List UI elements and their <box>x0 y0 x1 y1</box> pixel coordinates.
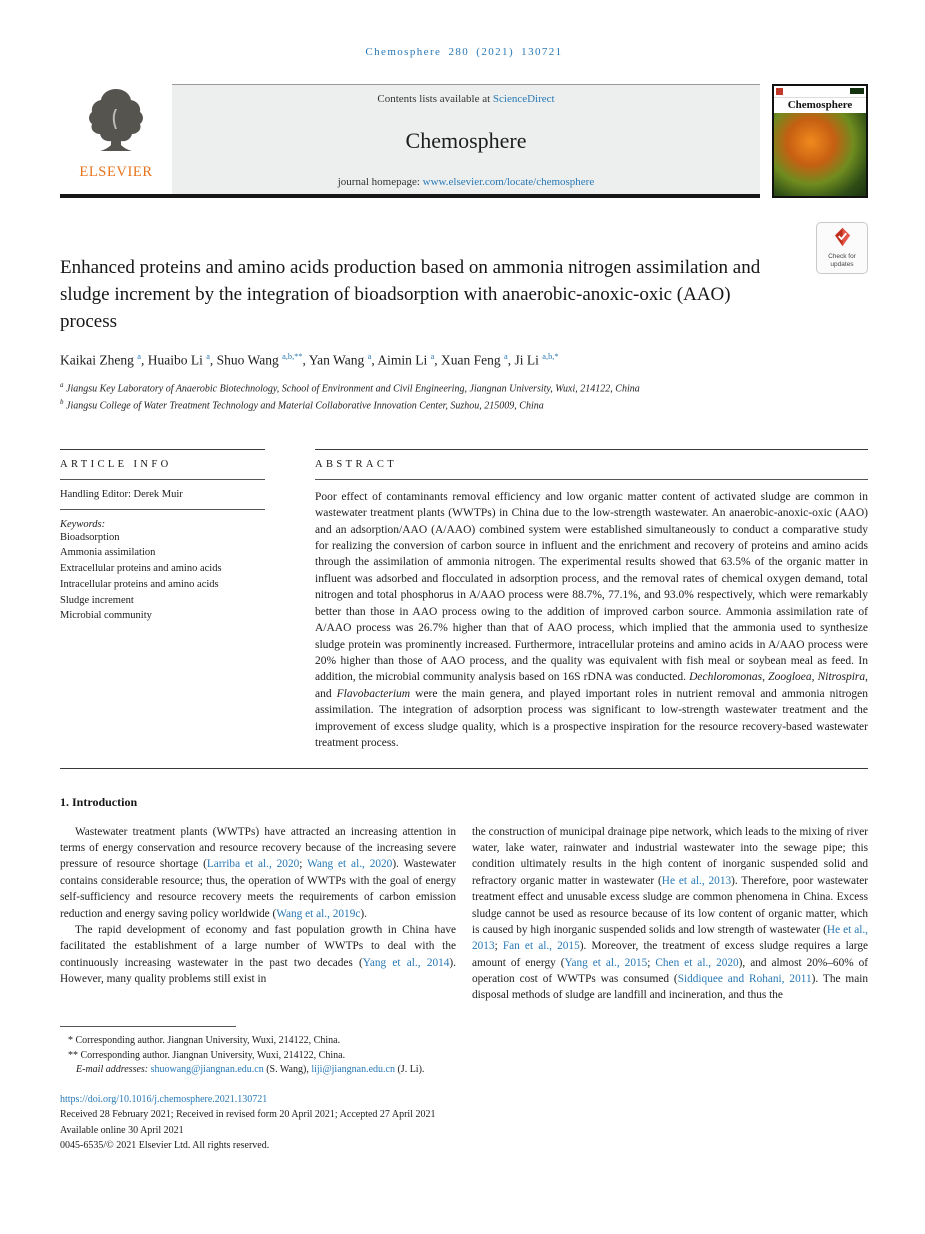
cover-title: Chemosphere <box>787 99 853 111</box>
abstract-text <box>315 489 868 752</box>
text-segment: , Shuo Wang <box>209 352 283 368</box>
keyword-item: Intracellular proteins and amino acids <box>60 578 219 590</box>
text-segment: Jiangsu College of Water Treatment Technology and Material Collaborative Innovation Center, Suzhou, 215009, China <box>63 400 544 412</box>
text-segment: , Yan Wang <box>302 352 368 368</box>
doi-link[interactable]: https://doi.org/10.1016/j.chemosphere.2021.130721 <box>60 1093 268 1105</box>
citation-link[interactable]: Siddiquee and Rohani, 2011 <box>677 973 812 985</box>
text-segment: a <box>504 352 508 362</box>
text-segment: Kaikai Zheng <box>60 352 138 368</box>
citation-link[interactable]: He et al., 2013 <box>661 874 732 887</box>
body-column-left <box>60 824 456 1004</box>
paragraph <box>60 922 456 988</box>
badge-line-1: Check for <box>828 253 856 260</box>
text-segment: a,b,* <box>542 352 559 362</box>
text-segment: ). <box>360 907 367 920</box>
elsevier-logo-text: ELSEVIER <box>79 164 153 180</box>
copyright-line: 0045-6535/© 2021 Elsevier Ltd. All rights reserved. <box>60 1140 270 1151</box>
citation-link[interactable]: Yang et al., 2015 <box>564 956 648 969</box>
sciencedirect-link[interactable]: ScienceDirect <box>492 93 555 105</box>
homepage-line <box>172 176 760 188</box>
badge-line-2: updates <box>830 261 854 269</box>
available-online-line: Available online 30 April 2021 <box>60 1124 184 1136</box>
text-segment: ; <box>494 940 503 953</box>
crossmark-icon <box>834 234 851 251</box>
badge-text <box>819 253 865 270</box>
journal-title: Chemosphere <box>405 127 527 153</box>
body-column-right <box>472 824 868 1004</box>
paragraph <box>60 824 456 922</box>
text-segment: ). Wastewater contains considerable resource; thus, the operation of WWTPs with the goal of energy self-sufficiency and resource recovery meets the requirements of carbon emission reduction and energy saving policy worldwide ( <box>60 858 456 920</box>
email-addresses-line <box>60 1063 868 1078</box>
article-title: Enhanced proteins and amino acids production based on ammonia nitrogen assimilation and sludge increment by the integration of bioadsorption with anaerobic-anoxic-oxic (AAO) process <box>60 257 761 333</box>
text-segment: ). Therefore, poor wastewater treatment effect and unusable excess sludge are common phenomena in China. Excess sludge cannot be used as resource because of its low content of organic matter, which is caused by high inorganic suspended solids and low strength of wastewater ( <box>472 874 868 936</box>
homepage-prefix: journal homepage: <box>337 176 423 188</box>
email-label: E-mail addresses: <box>76 1064 151 1075</box>
text-segment: Wastewater treatment plants (WWTPs) have attracted an increasing attention in terms of energy conservation and resource recovery because of the increasing severe pressure of resource shortage ( <box>60 825 456 871</box>
keywords-label: Keywords: <box>60 518 106 530</box>
masthead-center <box>172 84 760 194</box>
corresponding-author-note-1: * Corresponding author. Jiangnan University, Wuxi, 214122, China. <box>68 1035 341 1046</box>
journal-cover-thumbnail[interactable] <box>772 84 868 198</box>
text-segment: , <box>762 671 769 684</box>
email-suffix-2: (J. Li). <box>394 1064 425 1075</box>
section-heading-introduction: 1. Introduction <box>60 794 138 809</box>
citation-link[interactable]: He et al., 2013 <box>472 923 869 953</box>
text-segment: Zoogloea <box>768 671 812 684</box>
text-segment: , Aimin Li <box>371 352 431 368</box>
handling-editor: Handling Editor: Derek Muir <box>60 488 183 500</box>
text-segment: Flavobacterium <box>336 687 411 700</box>
abstract-heading: ABSTRACT <box>315 458 398 470</box>
email-suffix-1: (S. Wang), <box>263 1064 312 1075</box>
text-segment: a,b,** <box>282 352 303 362</box>
divider <box>60 509 265 510</box>
affiliation-a <box>60 380 868 397</box>
text-segment: ), and almost 20%–60% of operation cost of WWTPs was consumed ( <box>472 956 869 985</box>
text-segment: Dechloromonas <box>689 671 763 684</box>
text-segment: , Ji Li <box>507 352 543 368</box>
text-segment: ). However, many quality problems still exist in <box>60 956 457 985</box>
keyword-item: Extracellular proteins and amino acids <box>60 563 222 575</box>
check-for-updates-badge[interactable] <box>816 222 868 274</box>
info-abstract-section <box>60 449 868 769</box>
citation-link[interactable]: Fan et al., 2015 <box>502 940 580 953</box>
elsevier-logo[interactable] <box>60 84 172 194</box>
masthead-left <box>60 84 760 198</box>
text-segment: a <box>367 352 372 362</box>
text-segment: ; <box>299 858 308 871</box>
paragraph <box>472 824 868 1004</box>
text-segment: Nitrospira <box>817 671 866 684</box>
citation-link[interactable]: Wang et al., 2020 <box>307 858 393 871</box>
keyword-item: Ammonia assimilation <box>60 547 156 559</box>
journal-homepage-link[interactable]: www.elsevier.com/locate/chemosphere <box>422 176 595 188</box>
text-segment: Poor effect of contaminants removal efficiency and low organic matter content of activated sludge are common in wastewater treatment plants (WWTPs) in China due to the low-strength wastewater. An anaerobic-anoxic-oxic (AAO) and an adsorption/AAO (A/AAO) combined system were established simultaneously to conduct a comparative study for realizing the conversion of carbon source in influent and the enrichment and recovery of proteins and amino acids through the assimilation of ammonia nitrogen. The experimental results showed that 63.5% of the organic matter in influent was adsorbed and flocculated in adsorption process, and the removal rates of chemical oxygen demand, total nitrogen and total phosphorus in A/AAO process were 88.7%, 77.1%, and 93.0% respectively, which were remarkably better than those in AAO process owing to the addition of improved carbon source. Ammonia assimilation rate of A/AAO process was 26.7% higher than that of AAO process, which implied that the ammonia used to synthesize sludge protein was prominently increased. Furthermore, intracellular proteins and amino acids in A/AAO process were 20% higher than those of AAO process, and the quality was equivalent with fish meal or soybean meal as feed. In addition, the microbial community analysis based on 16S rDNA was conducted. <box>315 490 868 684</box>
introduction-section <box>60 795 868 1004</box>
email-link-jli[interactable]: liji@jiangnan.edu.cn <box>311 1064 395 1075</box>
cover-art-image <box>774 113 866 196</box>
affiliation-b <box>60 397 868 414</box>
body-columns <box>60 824 868 1004</box>
keyword-item: Microbial community <box>60 610 152 622</box>
article-info-heading: ARTICLE INFO <box>60 458 172 470</box>
text-segment: b <box>60 398 64 407</box>
text-segment: Jiangsu Key Laboratory of Anaerobic Biotechnology, School of Environment and Civil Engineering, Jiangnan University, Wuxi, 214122, China <box>63 383 640 395</box>
corresponding-author-note-2: ** Corresponding author. Jiangnan University, Wuxi, 214122, China. <box>68 1049 346 1061</box>
citation-link[interactable]: Wang et al., 2019c <box>276 907 361 920</box>
divider <box>315 479 868 480</box>
footnote-divider <box>60 1026 236 1027</box>
abstract-column <box>315 449 868 752</box>
journal-masthead-band <box>60 84 868 198</box>
text-segment: ). The main disposal methods of sludge are landfill and incineration, and thus the <box>472 973 868 1002</box>
authors-line <box>60 352 868 369</box>
citation-link[interactable]: Chen et al., 2020 <box>655 956 739 969</box>
text-segment: the construction of municipal drainage pipe network, which leads to the mixing of river water, lake water, rainwater and industrial wastewater into the sewage pipe; this condition ultimately results in the high content of inorganic suspended solid and refractory organic matter in wastewater ( <box>472 825 868 887</box>
text-segment: were the main genera, and played important roles in nutrient removal and ammonia nitrogen assimilation. The integration of adsorption process was significant to low-strength wastewater treatment and the improvement of excess sludge quality, which is a prospective inspiration for the resource recovery-based wastewater treatment process. <box>315 687 868 750</box>
journal-citation-header: Chemosphere 280 (2021) 130721 <box>365 46 563 58</box>
text-segment: a <box>137 352 141 362</box>
citation-link[interactable]: Larriba et al., 2020 <box>206 858 300 871</box>
page-footer <box>60 1026 868 1154</box>
email-link-swang[interactable]: shuowang@jiangnan.edu.cn <box>150 1064 264 1075</box>
text-segment: , <box>811 671 818 684</box>
article-info-column <box>60 449 265 752</box>
cover-top-strip <box>774 86 866 98</box>
elsevier-tree-icon <box>84 87 148 162</box>
text-segment: ; <box>647 956 656 969</box>
text-segment: a <box>430 352 435 362</box>
text-segment: , Huaibo Li <box>140 352 207 368</box>
text-segment: The rapid development of economy and fast population growth in China have facilitated the establishment of a large number of WWTPs to deal with the continuously increasing wastewater in the past two decades ( <box>60 923 456 969</box>
divider <box>60 479 265 480</box>
received-dates-line: Received 28 February 2021; Received in revised form 20 April 2021; Accepted 27 April 2021 <box>60 1109 436 1120</box>
keyword-item: Bioadsorption <box>60 531 120 543</box>
text-segment: , and <box>315 671 869 700</box>
text-segment: a <box>206 352 210 362</box>
keyword-item: Sludge increment <box>60 594 134 606</box>
affiliations <box>60 380 868 415</box>
text-segment: a <box>60 380 64 389</box>
citation-link[interactable]: Yang et al., 2014 <box>362 956 450 969</box>
contents-line <box>172 93 760 105</box>
text-segment: , Xuan Feng <box>434 352 505 368</box>
contents-prefix: Contents lists available at <box>377 93 493 105</box>
text-segment: ). Moreover, the treatment of excess sludge requires a large amount of energy ( <box>472 940 868 969</box>
